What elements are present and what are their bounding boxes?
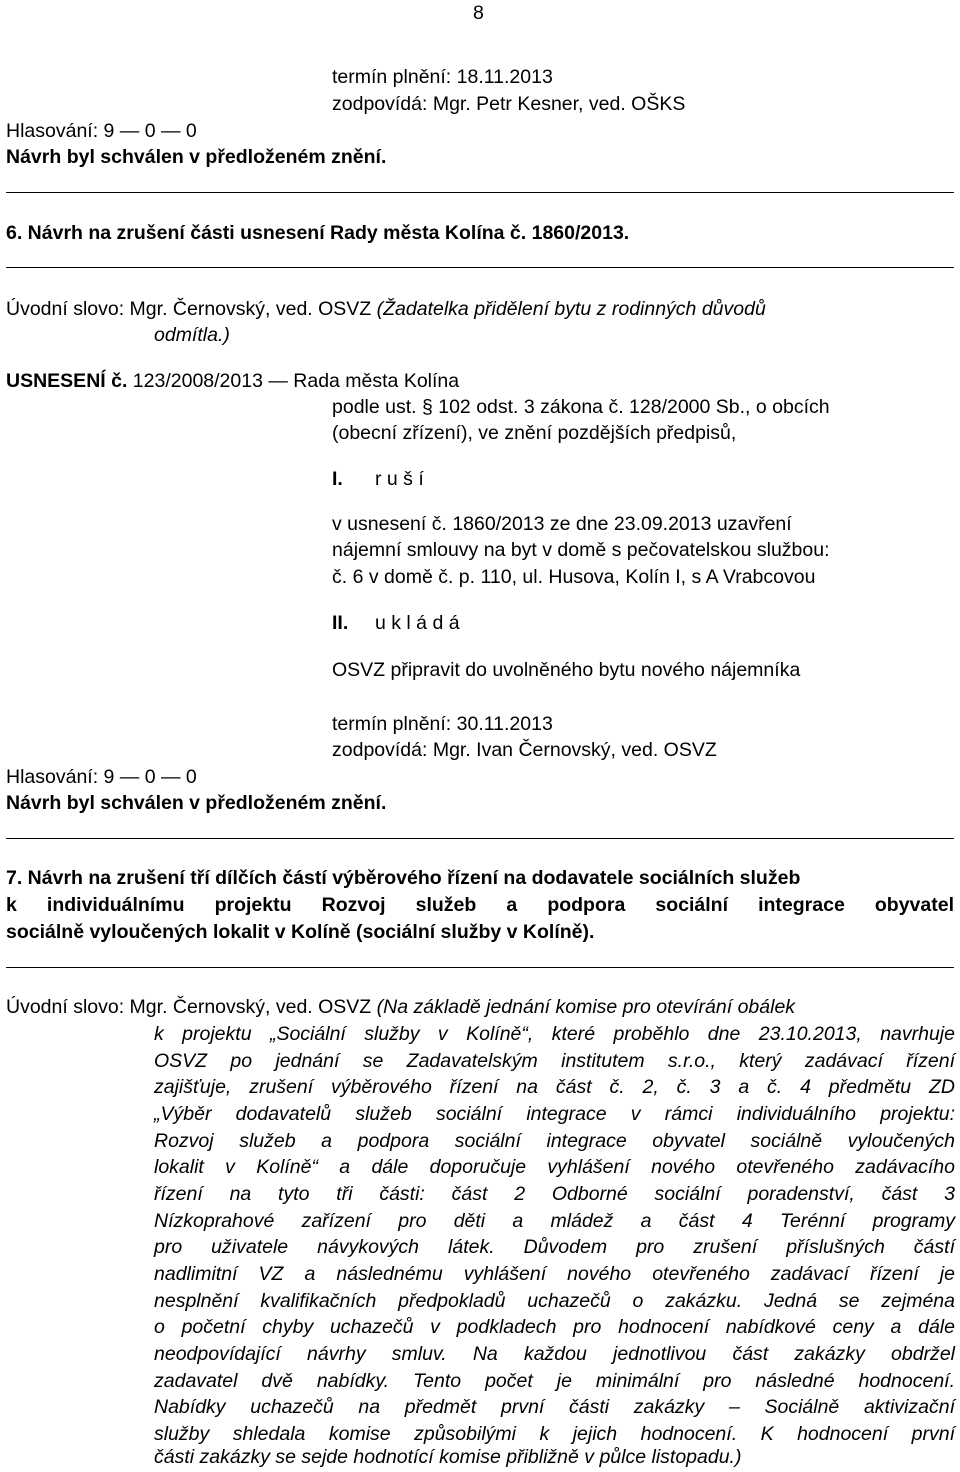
intro-paragraph-line: zajišťuje, zrušení výběrového řízení na část č. 2, č. 3 a č. 4 předmětu ZD (154, 1076, 955, 1098)
vote-text: Hlasování: 9 — 0 — 0 (6, 766, 197, 788)
intro-paragraph-line: Rozvoj služeb a podpora sociální integrace obyvatel sociálně vyloučených (154, 1130, 955, 1152)
intro-paragraph-line: Nízkoprahové zařízení pro děti a mládež a část 4 Terénní programy (154, 1210, 955, 1232)
vote-text: Hlasování: 9 — 0 — 0 (6, 120, 197, 142)
intro-paragraph-line: části zakázky se sejde hodnotící komise přibližně v půlce listopadu.) (154, 1446, 742, 1468)
separator-line (6, 192, 954, 193)
responsible-text: zodpovídá: Mgr. Ivan Černovský, ved. OSVZ (332, 739, 717, 761)
resolution-label: USNESENÍ č. (6, 370, 128, 392)
intro-paragraph-line: o početní chyby uchazečů v podkladech pro hodnocení nabídkové ceny a dále (154, 1316, 955, 1338)
intro-paragraph-line: neodpovídající návrhy smluv. Na každou jednotlivou část zakázky obdržel (154, 1343, 955, 1365)
resolution-body: nájemní smlouvy na byt v domě s pečovatelskou službou: (332, 539, 830, 561)
approval-text: Návrh byl schválen v předloženém znění. (6, 146, 387, 168)
intro-note: (Na základě jednání komise pro otevírání obálek (376, 996, 796, 1018)
intro-paragraph-line: nadlimitní VZ a následnému vyhlášení nového otevřeného zadávací řízení je (154, 1263, 955, 1285)
resolution-body: v usnesení č. 1860/2013 ze dne 23.09.2013 uzavření (332, 513, 792, 535)
intro-paragraph-line: k projektu „Sociální služby v Kolíně“, které proběhlo dne 23.10.2013, navrhuje (154, 1023, 955, 1045)
intro-speaker: Úvodní slovo: Mgr. Černovský, ved. OSVZ (6, 996, 372, 1018)
resolution-line (6, 370, 459, 392)
intro-paragraph-line: „Výběr dodavatelů služeb sociální integrace v rámci individuálního projektu: (154, 1103, 955, 1125)
intro-paragraph-line: Nabídky uchazečů na předmět první části zakázky – Sociálně aktivizační (154, 1396, 955, 1418)
approval-text: Návrh byl schválen v předloženém znění. (6, 792, 387, 814)
resolution-verb: r u š í (375, 468, 424, 490)
roman-numeral: I. (332, 468, 343, 490)
item-heading-continued: k individuálnímu projektu Rozvoj služeb a podpora sociální integrace obyvatel (6, 894, 954, 916)
separator-line (6, 267, 954, 268)
intro-paragraph-line: lokalit v Kolíně“ a dále doporučuje vyhlášení nového otevřeného zadávacího (154, 1156, 955, 1178)
resolution-verb: u k l á d á (375, 612, 460, 634)
roman-numeral: II. (332, 612, 349, 634)
deadline-text: termín plnění: 18.11.2013 (332, 66, 553, 88)
intro-line (6, 996, 795, 1018)
item-heading: 6. Návrh na zrušení části usnesení Rady města Kolína č. 1860/2013. (6, 222, 630, 244)
intro-paragraph-line: zadavatel dvě nabídky. Tento počet je minimální pro následné hodnocení. (154, 1370, 955, 1392)
intro-paragraph-line: OSVZ po jednání se Zadavatelským institutem s.r.o., který zadávací řízení (154, 1050, 955, 1072)
intro-line (6, 298, 766, 320)
page-number: 8 (473, 2, 484, 24)
intro-paragraph-line: řízení na tyto tři části: část 2 Odborné sociální poradenství, část 3 (154, 1183, 955, 1205)
intro-note: (Žadatelka přidělení bytu z rodinných důvodů (376, 298, 766, 320)
resolution-body: č. 6 v domě č. p. 110, ul. Husova, Kolín I, s A Vrabcovou (332, 566, 816, 588)
legal-basis: podle ust. § 102 odst. 3 zákona č. 128/2000 Sb., o obcích (332, 396, 830, 418)
task-text: OSVZ připravit do uvolněného bytu nového nájemníka (332, 659, 801, 681)
intro-paragraph-line: nesplnění kvalifikačních předpokladů uchazečů o zakázku. Jedná se zejména (154, 1290, 955, 1312)
separator-line (6, 967, 954, 968)
separator-line (6, 838, 954, 839)
intro-speaker: Úvodní slovo: Mgr. Černovský, ved. OSVZ (6, 298, 372, 320)
item-heading: 7. Návrh na zrušení tří dílčích částí výběrového řízení na dodavatele sociálních služeb (6, 867, 801, 889)
intro-note-continued: odmítla.) (154, 324, 230, 346)
intro-paragraph-line: pro uživatele návykových látek. Důvodem pro zrušení příslušných částí (154, 1236, 955, 1258)
intro-paragraph-line: služby shledala komise způsobilými k jejich hodnocení. K hodnocení první (154, 1423, 955, 1445)
legal-basis-continued: (obecní zřízení), ve znění pozdějších předpisů, (332, 422, 737, 444)
responsible-text: zodpovídá: Mgr. Petr Kesner, ved. OŠKS (332, 93, 686, 115)
item-heading-continued: sociálně vyloučených lokalit v Kolíně (sociální služby v Kolíně). (6, 921, 595, 943)
resolution-number: 123/2008/2013 — Rada města Kolína (132, 370, 460, 392)
deadline-text: termín plnění: 30.11.2013 (332, 713, 553, 735)
